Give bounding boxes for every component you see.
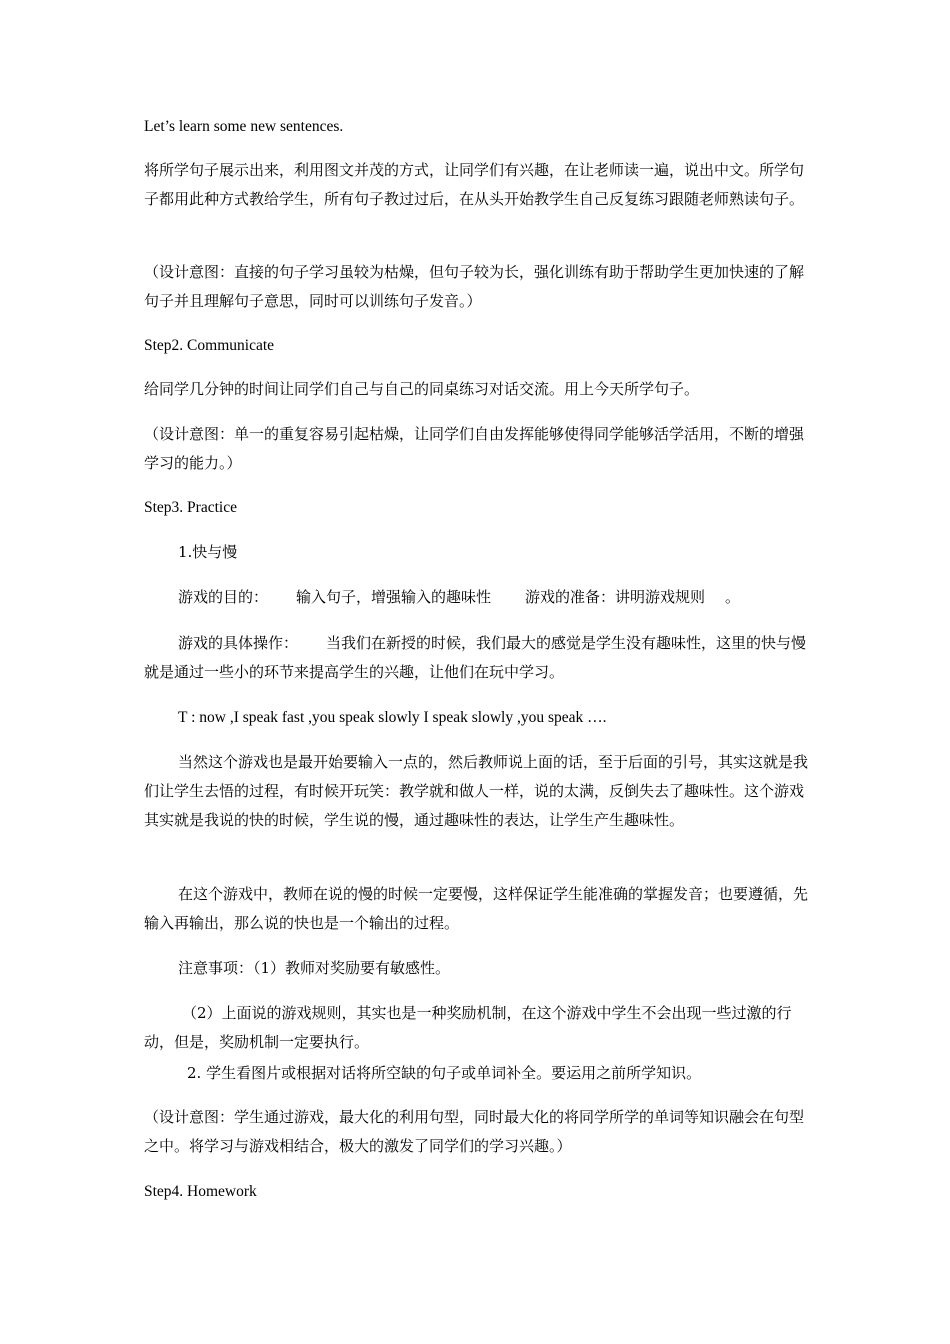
game-operation-text: 当我们在新授的时候，我们最大的感觉是学生没有趣味性，这里的快与慢就是通过一些小的环节来提高学生的兴趣，让他们在玩中学习。 [144,634,807,681]
notes-item-1: 注意事项：（1）教师对奖励要有敏感性。 [178,959,451,977]
notes-item-2: （2）上面说的游戏规则，其实也是一种奖励机制，在这个游戏中学生不会出现一些过激的行动，但是，奖励机制一定要执行。 [144,1004,792,1051]
game-purpose-label: 游戏的目的： [178,588,269,606]
sentence-intro: Let’s learn some new sentences. [144,118,344,135]
game-preparation-text: 游戏的准备：讲明游戏规则 [525,588,706,606]
teaching-method-paragraph: 将所学句子展示出来，利用图文并茂的方式，让同学们有兴趣，在让老师读一遍，说出中文。所学句子都用此种方式教给学生，所有句子教过过后，在从头开始教学生自己反复练习跟随老师熟读句子。 [144,161,805,208]
practice-item-2: 2. 学生看图片或根据对话将所空缺的句子或单词补全。要运用之前所学知识。 [187,1064,702,1082]
design-intent-3: （设计意图：学生通过游戏，最大化的利用句型，同时最大化的将同学所学的单词等知识融会在句型之中。将学习与游戏相结合，极大的激发了同学们的学习兴趣。） [144,1108,805,1155]
game-explanation-paragraph: 当然这个游戏也是最开始要输入一点的，然后教师说上面的话，至于后面的引号，其实这就是我们让学生去悟的过程，有时候开玩笑：教学就和做人一样，说的太满，反倒失去了趣味性。这个游戏其实就是我说的快的时候，学生说的慢，通过趣味性的表达，让学生产生趣味性。 [144,753,809,829]
step2-heading: Step2. Communicate [144,337,275,354]
game-preparation-period: 。 [725,588,741,606]
game-title-fast-slow: 1.快与慢 [178,543,238,561]
step4-heading: Step4. Homework [144,1183,257,1200]
game-purpose-line [178,583,808,612]
communicate-paragraph: 给同学几分钟的时间让同学们自己与自己的同桌练习对话交流。用上今天所学句子。 [144,380,700,398]
teacher-dialogue-line: T : now ,I speak fast ,you speak slowly I speak slowly ,you speak …. [178,709,607,726]
game-pronunciation-paragraph: 在这个游戏中，教师在说的慢的时候一定要慢，这样保证学生能准确的掌握发音；也要遵循，先输入再输出，那么说的快也是一个输出的过程。 [144,885,809,932]
game-purpose-text: 输入句子，增强输入的趣味性 [296,588,492,606]
design-intent-2: （设计意图：单一的重复容易引起枯燥，让同学们自由发挥能够使得同学能够活学活用，不断的增强学习的能力。） [144,425,805,472]
step3-heading: Step3. Practice [144,499,237,516]
design-intent-1: （设计意图：直接的句子学习虽较为枯燥，但句子较为长，强化训练有助于帮助学生更加快速的了解句子并且理解句子意思，同时可以训练句子发音。） [144,263,805,310]
game-operation-paragraph [144,629,808,687]
game-operation-label: 游戏的具体操作： [178,634,299,652]
